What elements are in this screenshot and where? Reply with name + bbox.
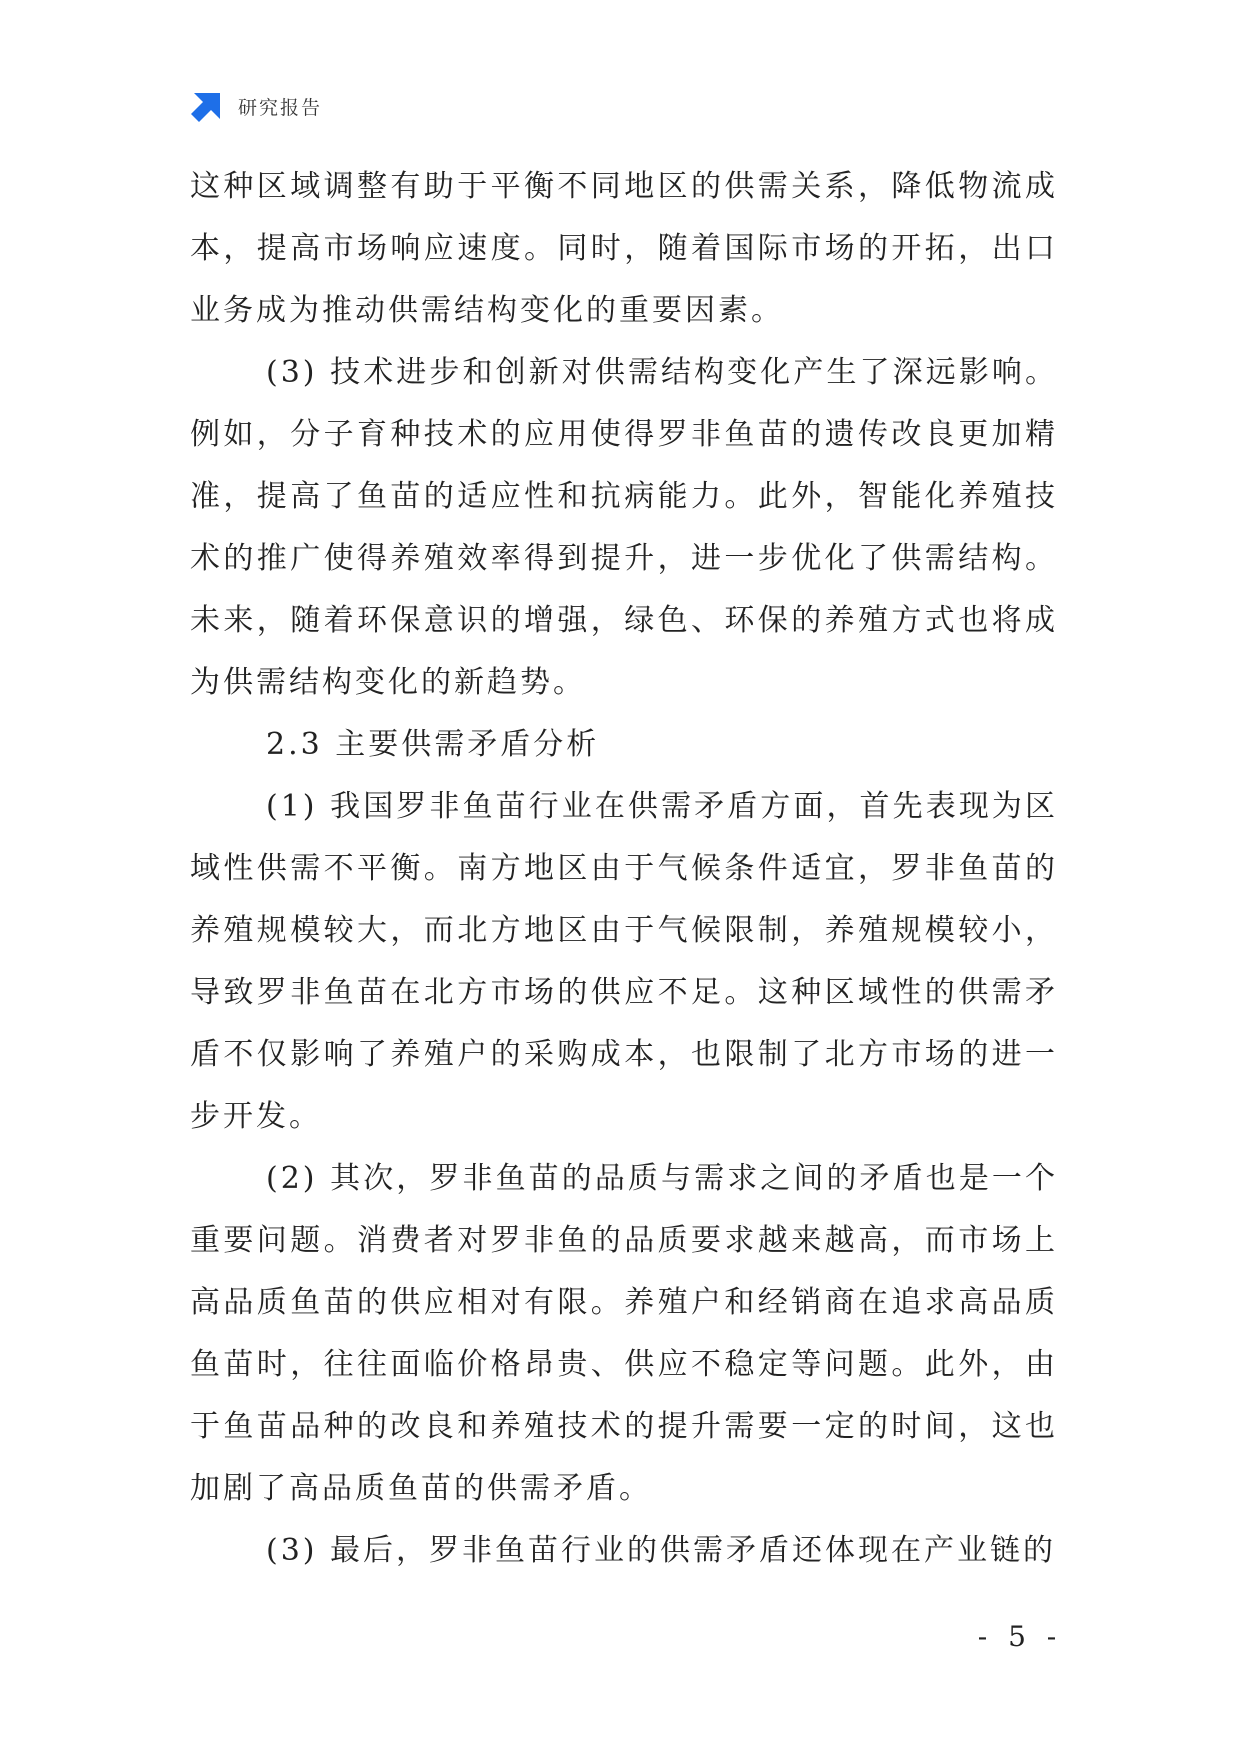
section-heading: 2.3 主要供需矛盾分析 [266, 727, 600, 762]
document-body [190, 156, 1058, 1582]
paragraph-5: (3) 最后，罗非鱼苗行业的供需矛盾还体现在产业链的 [266, 1533, 1057, 1568]
paragraph-4: (2) 其次，罗非鱼苗的品质与需求之间的矛盾也是一个重要问题。消费者对罗非鱼的品质要求越来越高，而市场上高品质鱼苗的供应相对有限。养殖户和经销商在追求高品质鱼苗时，往往面临价格昂贵、供应不稳定等问题。此外，由于鱼苗品种的改良和养殖技术的提升需要一定的时间，这也加剧了高品质鱼苗的供需矛盾。 [190, 1161, 1058, 1506]
paragraph-1: 这种区域调整有助于平衡不同地区的供需关系，降低物流成本，提高市场响应速度。同时，随着国际市场的开拓，出口业务成为推动供需结构变化的重要因素。 [190, 169, 1058, 328]
page-number: - 5 - [977, 1620, 1063, 1653]
arrow-up-right-icon [190, 89, 224, 123]
header-title: 研究报告 [238, 96, 323, 119]
paragraph-2: (3) 技术进步和创新对供需结构变化产生了深远影响。例如，分子育种技术的应用使得罗非鱼苗的遗传改良更加精准，提高了鱼苗的适应性和抗病能力。此外，智能化养殖技术的推广使得养殖效率得到提升，进一步优化了供需结构。未来，随着环保意识的增强，绿色、环保的养殖方式也将成为供需结构变化的新趋势。 [190, 355, 1058, 700]
report-header [190, 88, 322, 124]
paragraph-3: (1) 我国罗非鱼苗行业在供需矛盾方面，首先表现为区域性供需不平衡。南方地区由于气候条件适宜，罗非鱼苗的养殖规模较大，而北方地区由于气候限制，养殖规模较小，导致罗非鱼苗在北方市场的供应不足。这种区域性的供需矛盾不仅影响了养殖户的采购成本，也限制了北方市场的进一步开发。 [190, 789, 1058, 1134]
